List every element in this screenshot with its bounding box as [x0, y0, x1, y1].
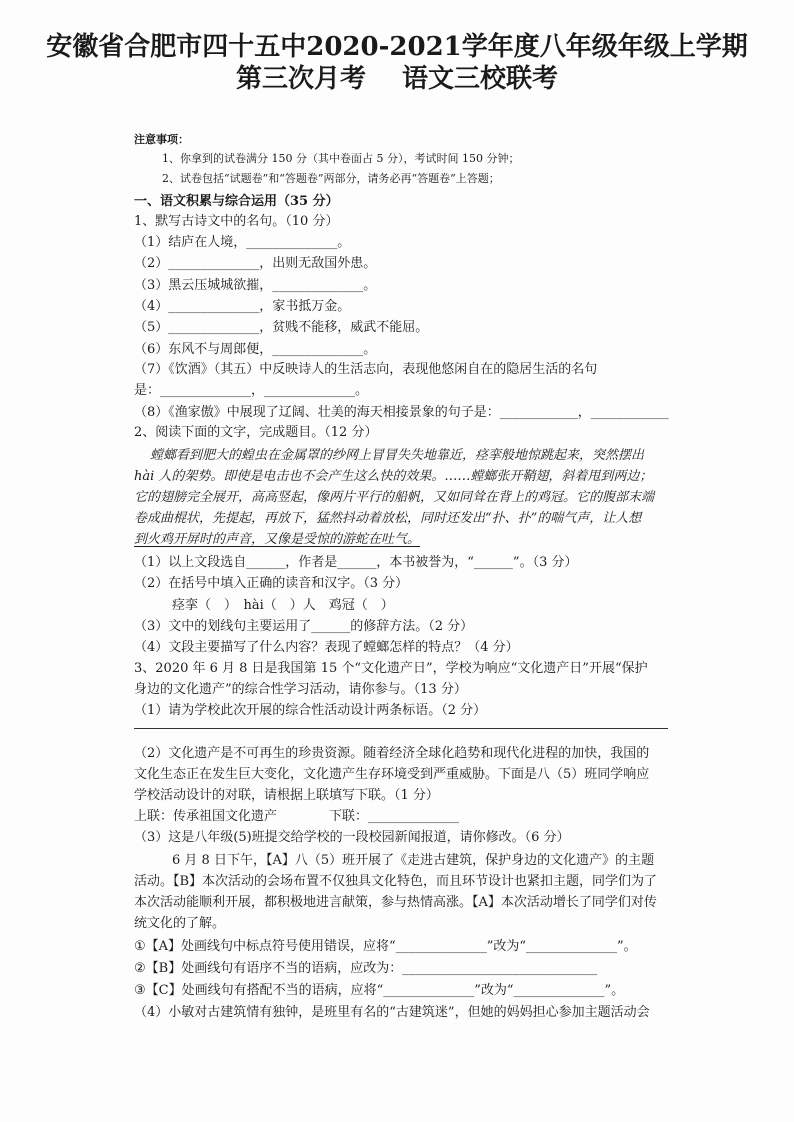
q2-passage-2: hài 人的架势。即使是电击也不会产生这么快的效果。……螳螂张开鞘翅，斜着甩到两边； — [134, 469, 653, 484]
exam-title-line1: 安徽省合肥市四十五中2020-2021学年度八年级年级上学期 — [46, 32, 748, 62]
q2-sub-2: （2）在括号中填入正确的读音和汉字。（3 分） — [134, 576, 409, 591]
q1-item-4: （4）______________，家书抵万金。 — [134, 299, 351, 314]
note-1: 1、你拿到的试卷满分 150 分（其中卷面占 5 分），考试时间 150 分钟； — [162, 152, 520, 165]
q3-sub-2c: 学校活动设计的对联，请根据上联填写下联。（1 分） — [134, 788, 439, 803]
q3-sub-2b: 文化生态正在发生巨大变化，文化遗产生存环境受到严重威胁。下面是八（5）班同学响应 — [134, 767, 650, 782]
q3-correction-1: ①【A】处画线句中标点符号使用错误，应将“______________”改为“______________”。 — [134, 939, 637, 954]
q3-sub-2a: （2）文化遗产是不可再生的珍贵资源。随着经济全球化趋势和现代化进程的加快，我国的 — [134, 746, 650, 761]
section-heading: 一、语文积累与综合运用（35 分） — [134, 194, 339, 209]
q1-item-6: （6）东风不与周郎便，______________。 — [134, 342, 377, 357]
q2-sub-4: （4）文段主要描写了什么内容？表现了螳螂怎样的特点？（4 分） — [134, 640, 519, 655]
q2-passage-1: 螳螂看到肥大的蝗虫在金属罩的纱网上冒冒失失地靠近，痉挛般地惊跳起来，突然摆出 — [150, 448, 645, 463]
q1-item-7b: 是：______________，______________。 — [134, 383, 369, 398]
answer-line — [134, 728, 668, 729]
q1-item-2: （2）______________，出则无敌国外患。 — [134, 256, 377, 271]
q2-stem: 2、阅读下面的文字，完成题目。（12 分） — [134, 425, 378, 440]
q3-correction-2: ②【B】处画线句有语序不当的语病，应改为：______________________________ — [134, 961, 598, 976]
exam-subtitle-b: 语文三校联考 — [402, 64, 559, 94]
notes-heading: 注意事项： — [134, 133, 189, 146]
q3-stem-1: 3、2020 年 6 月 8 日是我国第 15 个“文化遗产日”，学校为响应“文化遗产日”开展“保护 — [134, 661, 648, 676]
q3-couplet: 上联：传承祖国文化遗产 下联：______________ — [134, 809, 460, 824]
q1-item-8: （8）《渔家傲》中展现了辽阔、壮美的海天相接景象的句子是：____________，____________ — [134, 405, 669, 420]
q3-news-3: 本次活动能顺利开展，都积极地进言献策，参与热情高涨。【A】本次活动增长了同学们对传 — [134, 895, 657, 910]
q3-stem-2: 身边的文化遗产”的综合性学习活动，请你参与。（13 分） — [134, 682, 467, 697]
q2-passage-3: 它的翅膀完全展开，高高竖起，像两片平行的船帆，又如同耸在背上的鸡冠。它的腹部末端 — [134, 490, 655, 505]
exam-title-line2 — [0, 58, 794, 95]
q3-news-1: 6 月 8 日下午，【A】八（5）班开展了《走进古建筑，保护身边的文化遗产》的主题 — [172, 853, 655, 868]
exam-subtitle-a: 第三次月考 — [235, 64, 366, 94]
q1-stem: 1、默写古诗文中的名句。（10 分） — [134, 214, 339, 229]
q3-news-2: 活动。【B】本次活动的会场布置不仅独具文化特色，而且环节设计也紧扣主题，同学们为了 — [134, 874, 658, 889]
q1-item-5: （5）______________，贫贱不能移，威武不能屈。 — [134, 320, 429, 335]
q1-item-3: （3）黑云压城城欲摧，______________。 — [134, 278, 377, 293]
q3-sub-1: （1）请为学校此次开展的综合性活动设计两条标语。（2 分） — [134, 703, 487, 718]
q1-item-7a: （7）《饮酒》（其五）中反映诗人的生活志向，表现他悠闲自在的隐居生活的名句 — [134, 362, 598, 377]
q3-sub-3: （3）这是八年级(5)班提交给学校的一段校园新闻报道，请你修改。（6 分） — [134, 830, 570, 845]
q3-sub-4: （4）小敏对古建筑情有独钟，是班里有名的“古建筑迷”，但她的妈妈担心参加主题活动会 — [134, 1005, 650, 1020]
q3-correction-3: ③【C】处画线句有搭配不当的语病，应将“______________”改为“______________”。 — [134, 983, 625, 998]
q3-news-4: 统文化的了解。 — [134, 916, 226, 931]
note-2: 2、试卷包括“试题卷”和“答题卷”两部分，请务必再“答题卷”上答题； — [162, 172, 500, 185]
q1-item-1: （1）结庐在人境，______________。 — [134, 235, 351, 250]
q2-sub-1: （1）以上文段选自______，作者是______，本书被誉为，“______”。（3 分） — [134, 555, 578, 570]
q2-sub-3: （3）文中的划线句主要运用了______的修辞方法。（2 分） — [134, 619, 474, 634]
q2-sub-2-blanks: 痉挛（ ） hài（ ）人 鸡冠（ ） — [172, 598, 394, 613]
q2-passage-5: 到火鸡开屏时的声音，又像是受惊的游蛇在吐气。 — [134, 532, 421, 547]
q2-passage-4: 卷成曲棍状，先提起，再放下，猛然抖动着放松，同时还发出“扑、扑”的喘气声，让人想 — [134, 511, 642, 526]
